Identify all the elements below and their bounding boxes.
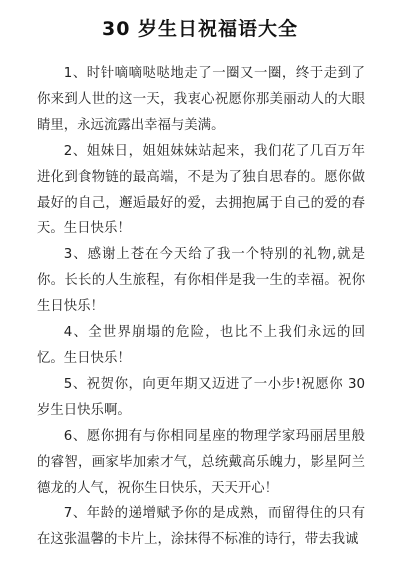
paragraph-5: 5、祝贺你，向更年期又迈进了一小步!祝愿你 30 岁生日快乐啊。 (37, 376, 365, 418)
paragraph-4: 4、全世界崩塌的危险，也比不上我们永远的回忆。生日快乐！ (37, 325, 365, 366)
paragraph-3: 3、感谢上苍在今天给了我一个特别的礼物,就是你。长长的人生旅程，有你相伴是我一生的幸福。祝你生日快乐！ (37, 247, 365, 315)
paragraph-6: 6、愿你拥有与你相同星座的物理学家玛丽居里般的睿智，画家毕加索才气，总统戴高乐魄力，影星阿兰德龙的人气，祝你生日快乐，天天开心！ (37, 428, 365, 496)
document-body (37, 61, 365, 553)
paragraph-2: 2、姐妹日，姐姐妹妹站起来，我们花了几百万年进化到食物链的最高端，不是为了独自思春的。愿你做最好的自己，邂逅最好的爱，去拥抱属于自己的爱的春天。生日快乐！ (37, 143, 365, 237)
paragraph-1: 1、时针嘀嘀哒哒地走了一圈又一圈，终于走到了你来到人世的这一天，我衷心祝愿你那美丽动人的大眼睛里，永远流露出幸福与美满。 (37, 66, 365, 133)
paragraph-7: 7、年龄的递增赋予你的是成熟，而留得住的只有在这张温馨的卡片上，涂抹得不标准的诗行，带去我诚 (37, 506, 365, 548)
document-title: 30 岁生日祝福语大全 (101, 18, 299, 40)
